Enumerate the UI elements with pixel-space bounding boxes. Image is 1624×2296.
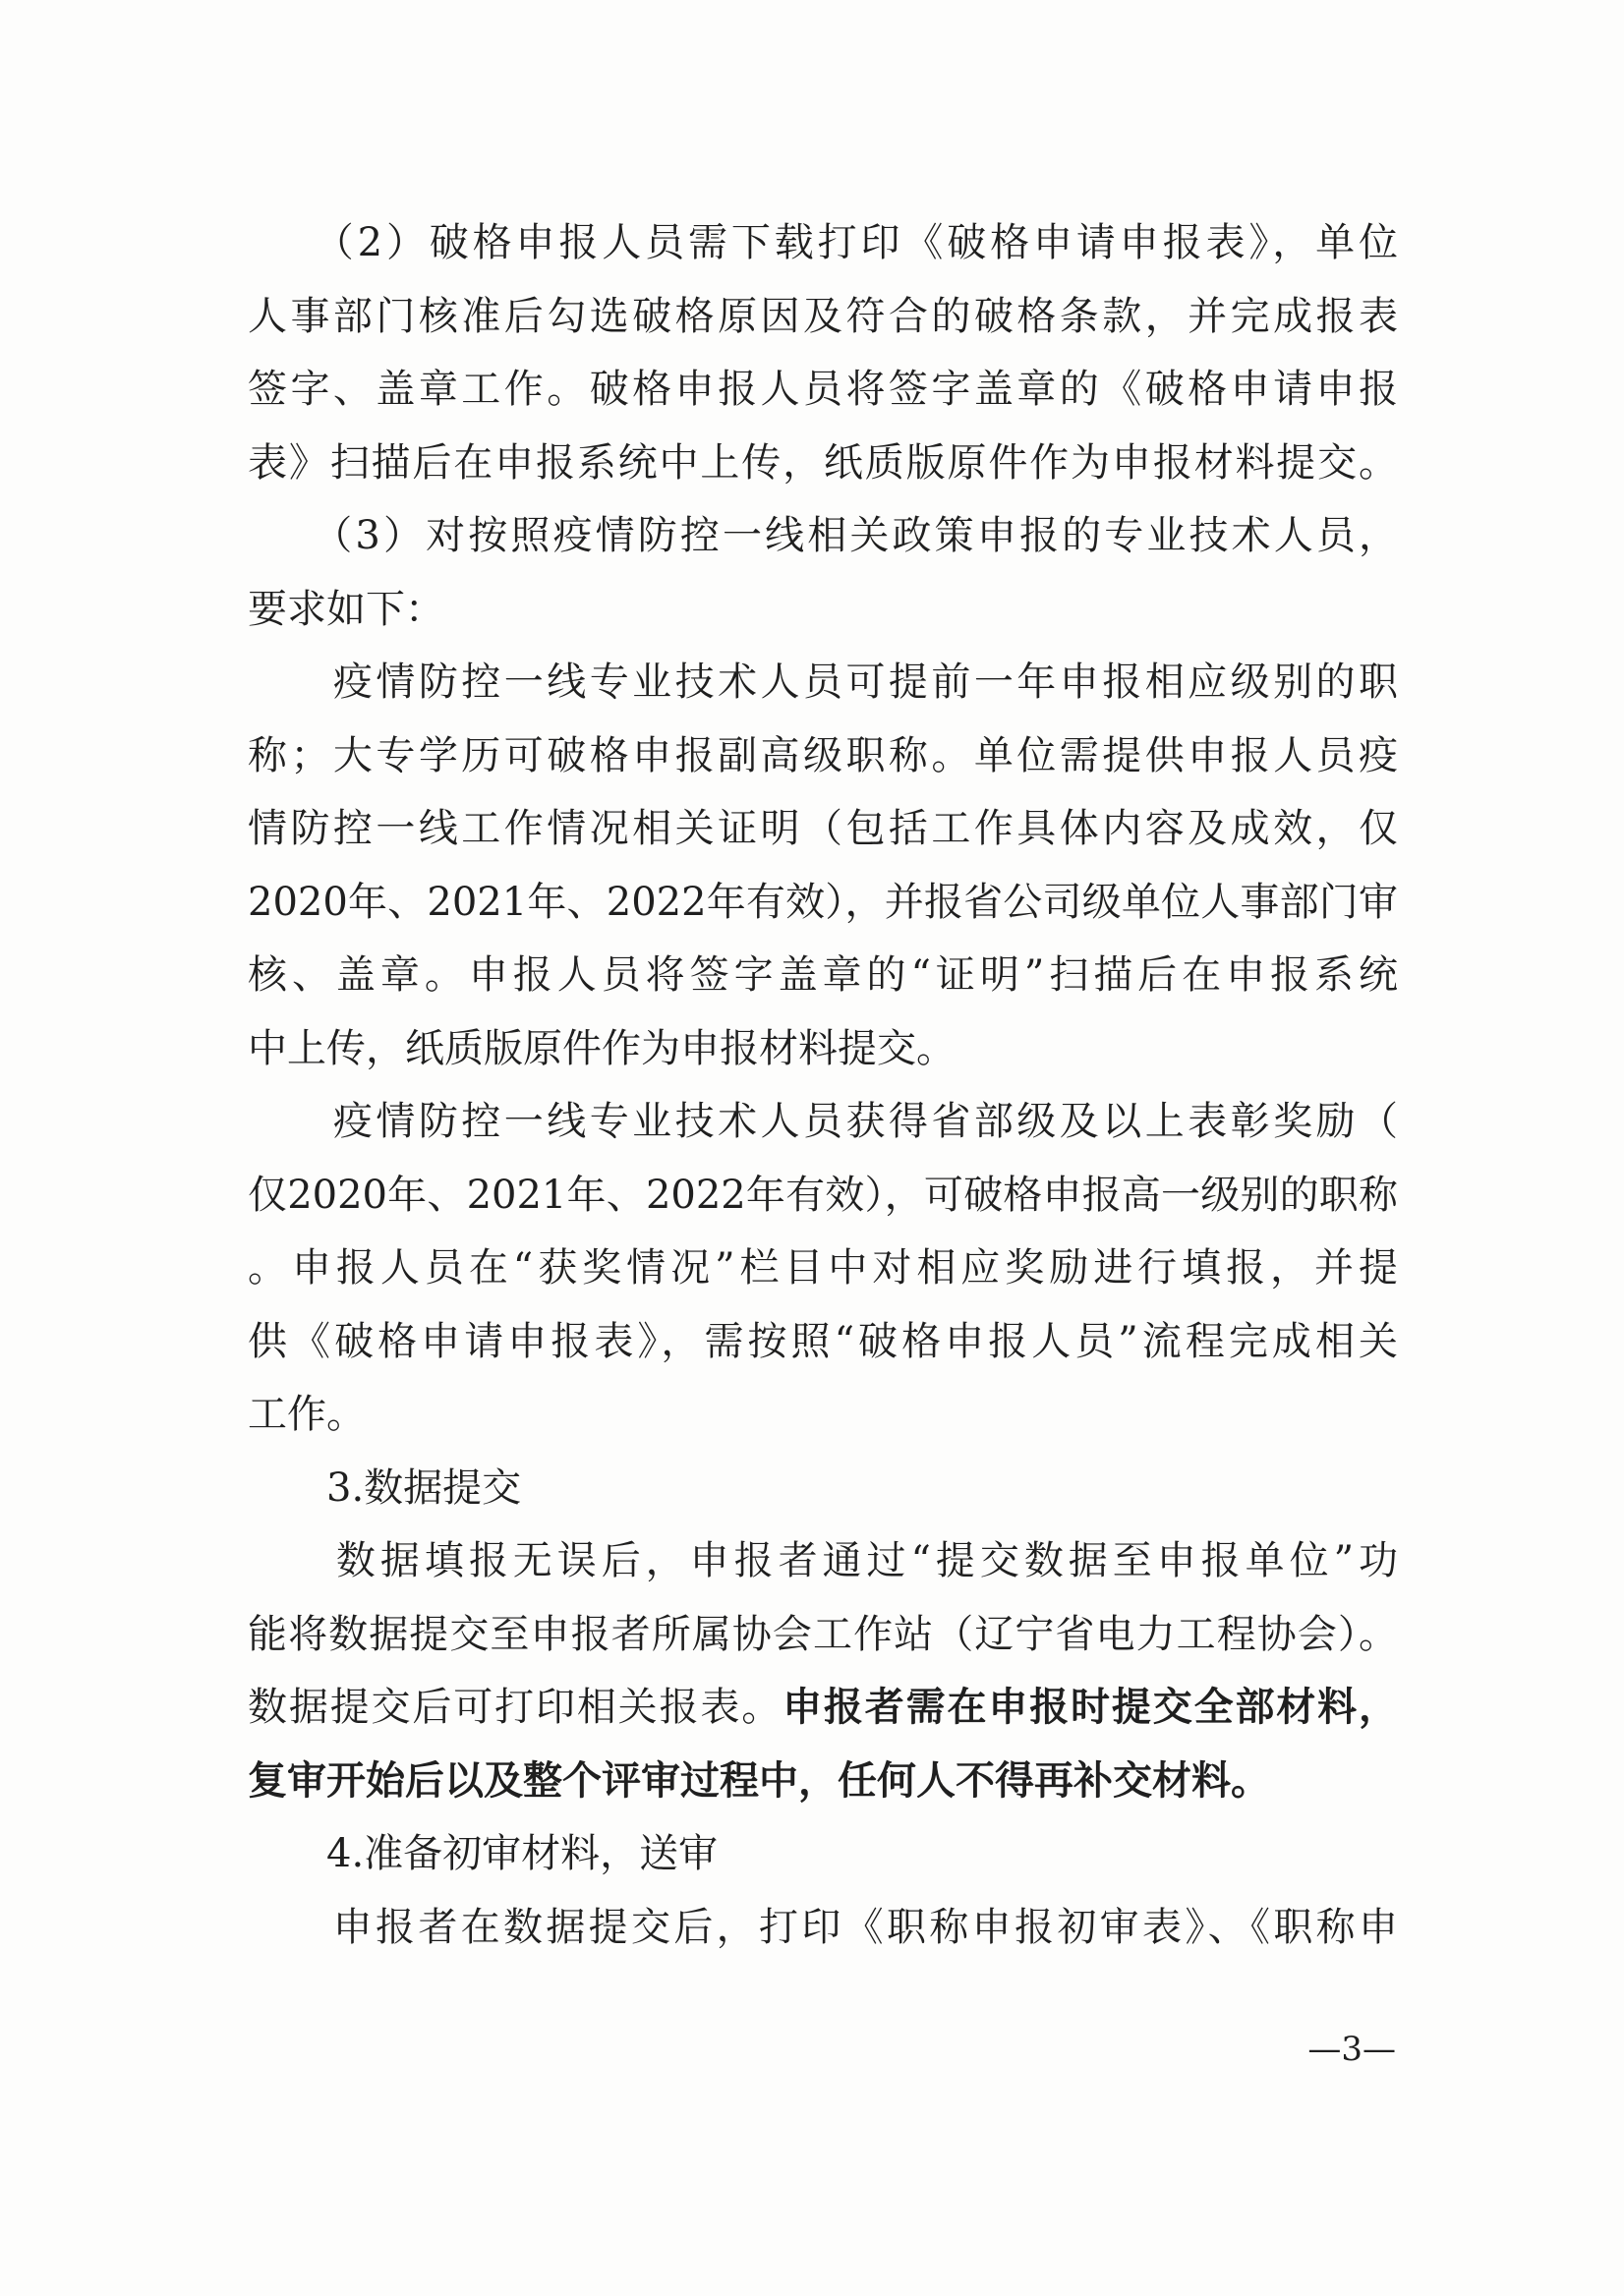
paragraph-line: （2）破格申报人员需下载打印《破格申请申报表》，单位: [248, 220, 1398, 265]
paragraph-text: 数据提交后可打印相关报表。: [248, 1685, 783, 1730]
page-number: —3—: [1307, 2030, 1396, 2069]
paragraph-line: 仅2020年、2021年、2022年有效），可破格申报高一级别的职称: [248, 1172, 1398, 1218]
paragraph-line: 核、盖章。申报人员将签字盖章的“证明”扫描后在申报系统: [248, 952, 1398, 998]
section-heading: 4.准备初审材料，送审: [248, 1831, 719, 1876]
paragraph-line: 疫情防控一线专业技术人员可提前一年申报相应级别的职: [248, 660, 1398, 705]
paragraph-line: 称；大专学历可破格申报副高级职称。单位需提供申报人员疫: [248, 732, 1398, 778]
paragraph-line: （3）对按照疫情防控一线相关政策申报的专业技术人员，: [248, 513, 1398, 558]
paragraph-line: 表》扫描后在申报系统中上传，纸质版原件作为申报材料提交。: [248, 439, 1398, 486]
paragraph-line: 工作。: [248, 1392, 366, 1437]
paragraph-line: 要求如下：: [248, 586, 444, 632]
document-body: [248, 206, 1398, 1964]
section-heading: 3.数据提交: [248, 1464, 522, 1511]
paragraph-line: 2020年、2021年、2022年有效），并报省公司级单位人事部门审: [248, 879, 1398, 925]
paragraph-line: 数据填报无误后，申报者通过“提交数据至申报单位”功: [248, 1538, 1398, 1583]
emphasis-line: 复审开始后以及整个评审过程中，任何人不得再补交材料。: [248, 1756, 1270, 1804]
paragraph-line: 。申报人员在“获奖情况”栏目中对相应奖励进行填报，并提: [248, 1245, 1398, 1291]
paragraph-line: 申报者在数据提交后，打印《职称申报初审表》、《职称申: [248, 1904, 1398, 1950]
paragraph-line-mixed: [248, 1671, 1398, 1745]
paragraph-line: 供《破格申请申报表》，需按照“破格申报人员”流程完成相关: [248, 1318, 1398, 1364]
paragraph-line: 情防控一线工作情况相关证明（包括工作具体内容及成效，仅: [248, 806, 1398, 851]
paragraph-line: 人事部门核准后勾选破格原因及符合的破格条款，并完成报表: [248, 293, 1398, 339]
paragraph-line: 中上传，纸质版原件作为申报材料提交。: [248, 1025, 956, 1071]
paragraph-line: 签字、盖章工作。破格申报人员将签字盖章的《破格申请申报: [248, 367, 1398, 412]
emphasis-text: 申报者需在申报时提交全部材料，: [783, 1684, 1399, 1730]
paragraph-line: 能将数据提交至申报者所属协会工作站（辽宁省电力工程协会）。: [248, 1611, 1398, 1657]
paragraph-line: 疫情防控一线专业技术人员获得省部级及以上表彰奖励（: [248, 1099, 1398, 1144]
